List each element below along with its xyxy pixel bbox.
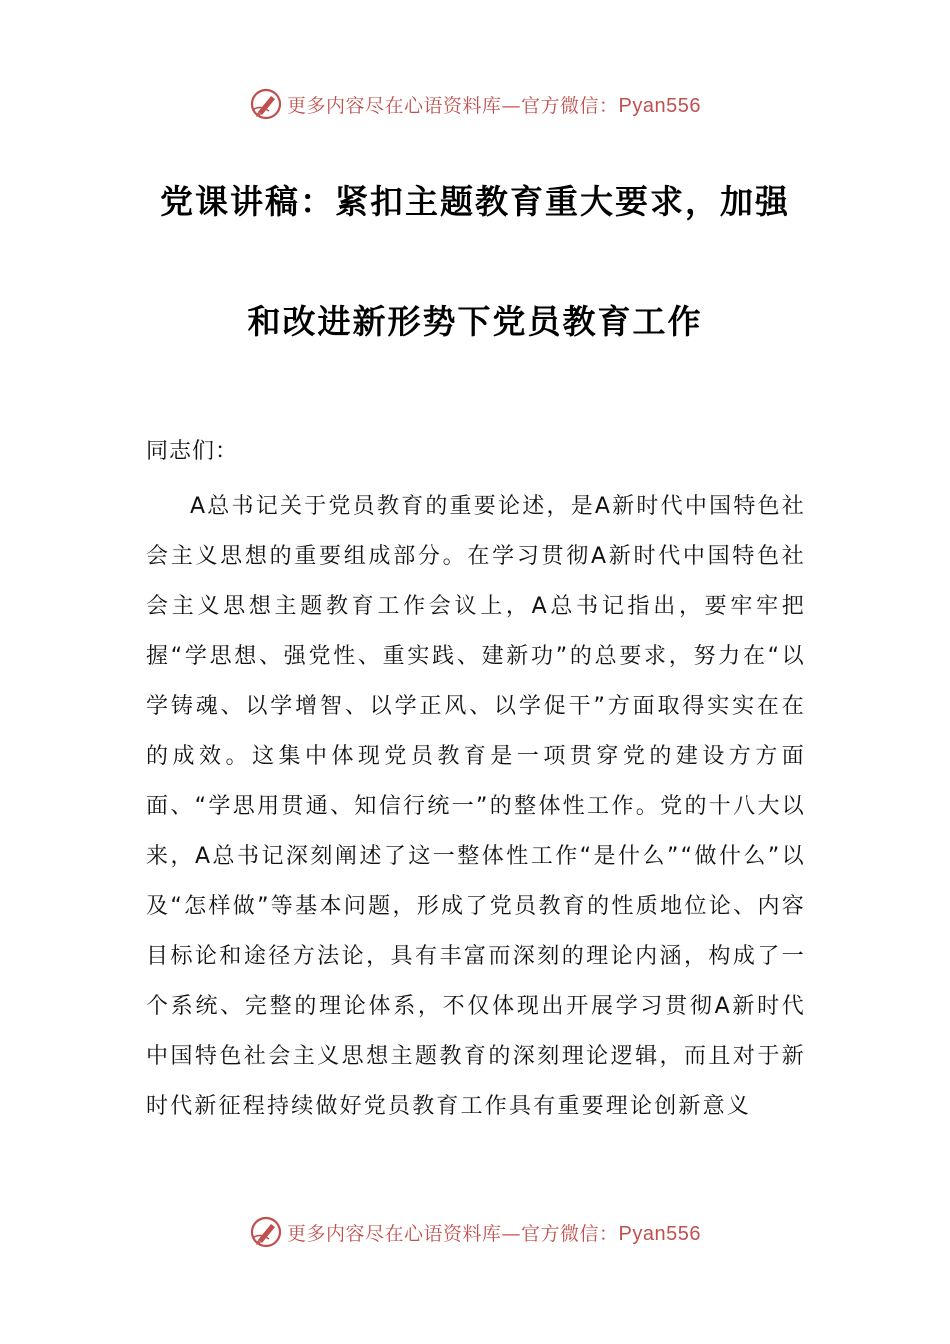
body-paragraph: A总书记关于党员教育的重要论述，是A新时代中国特色社会主义思想的重要组成部分。在学习贯彻A新时代中国特色社会主义思想主题教育工作会议上，A总书记指出，要牢牢把握“学思想、强党性、重实践、建新功”的总要求，努力在“以学铸魂、以学增智、以学正风、以学促干”方面取得实实在在的成效。这集中体现党员教育是一项贯穿党的建设方方面面、“学思用贯通、知信行统一”的整体性工作。党的十八大以来，A总书记深刻阐述了这一整体性工作“是什么”“做什么”以及“怎样做”等基本问题，形成了党员教育的性质地位论、内容目标论和途径方法论，具有丰富而深刻的理论内涵，构成了一个系统、完整的理论体系，不仅体现出开展学习贯彻A新时代中国特色社会主义思想主题教育的深刻理论逻辑，而且对于新时代新征程持续做好党员教育工作具有重要理论创新意义 xyxy=(146,494,806,1119)
watermark-wechat-id: Pyan556 xyxy=(618,1222,701,1245)
greeting: 同志们： xyxy=(146,439,239,464)
pen-logo-icon xyxy=(249,1215,283,1249)
footer-watermark xyxy=(0,1212,950,1252)
watermark-text: 更多内容尽在心语资料库—官方微信：Pyan556 xyxy=(287,1222,701,1245)
header-watermark xyxy=(0,84,950,124)
watermark-text: 更多内容尽在心语资料库—官方微信：Pyan556 xyxy=(287,94,701,117)
document-title-line-2: 和改进新形势下党员教育工作 xyxy=(247,302,703,341)
watermark-wechat-id: Pyan556 xyxy=(618,94,701,117)
pen-logo-icon xyxy=(249,87,283,121)
document-title-line-1: 党课讲稿：紧扣主题教育重大要求，加强 xyxy=(160,182,790,221)
